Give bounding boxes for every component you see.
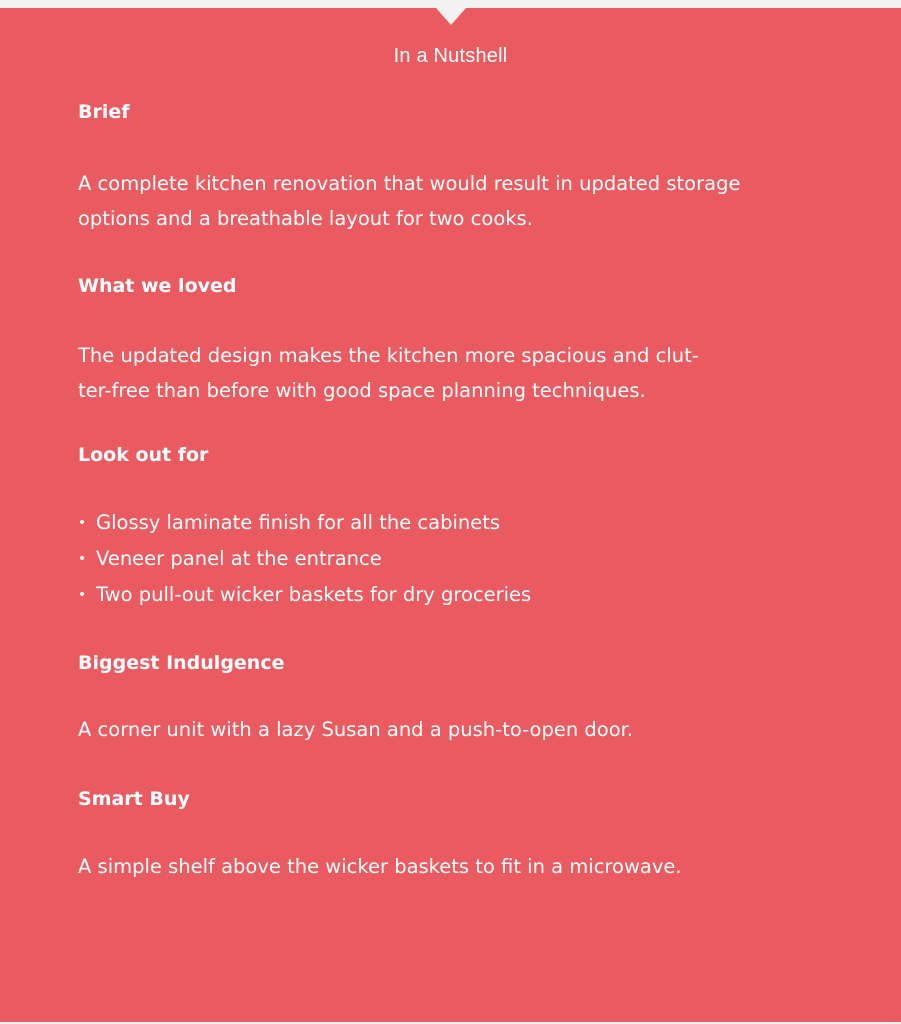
nutshell-panel xyxy=(0,8,901,1022)
section-look-out-for xyxy=(78,443,798,467)
list-item: • Veneer panel at the entrance xyxy=(78,541,798,577)
section-heading: Biggest Indulgence xyxy=(78,652,285,674)
section-brief-body xyxy=(78,166,798,236)
text-line: A simple shelf above the wicker baskets to fit in a microwave. xyxy=(78,855,682,878)
text-line: options and a breathable layout for two cooks. xyxy=(78,207,533,230)
bullet-list xyxy=(78,505,798,613)
text-line: The updated design makes the kitchen more spacious and clut- xyxy=(78,344,699,367)
section-biggest-indulgence-body xyxy=(78,712,798,747)
section-heading: Brief xyxy=(78,101,130,123)
section-brief xyxy=(78,100,798,124)
text-line: A complete kitchen renovation that would result in updated storage xyxy=(78,172,741,195)
section-heading: What we loved xyxy=(78,275,237,297)
section-heading: Smart Buy xyxy=(78,788,190,810)
pointer-notch xyxy=(436,8,466,25)
section-what-we-loved xyxy=(78,274,798,298)
text-line: A corner unit with a lazy Susan and a push-to-open door. xyxy=(78,718,634,741)
section-text xyxy=(78,849,798,884)
list-item: • Glossy laminate finish for all the cabinets xyxy=(78,505,798,541)
list-item: • Two pull-out wicker baskets for dry groceries xyxy=(78,577,798,613)
text-line: ter-free than before with good space planning techniques. xyxy=(78,379,646,402)
section-smart-buy-body xyxy=(78,849,798,884)
panel-title: In a Nutshell xyxy=(393,45,508,67)
section-text xyxy=(78,338,798,408)
section-text xyxy=(78,166,798,236)
section-biggest-indulgence xyxy=(78,651,798,675)
section-heading: Look out for xyxy=(78,444,209,466)
bullet-icon: • xyxy=(78,551,87,567)
section-look-out-for-body xyxy=(78,505,798,613)
section-smart-buy xyxy=(78,787,798,811)
bullet-icon: • xyxy=(78,515,87,531)
section-text xyxy=(78,712,798,747)
bullet-icon: • xyxy=(78,587,87,603)
section-what-we-loved-body xyxy=(78,338,798,408)
